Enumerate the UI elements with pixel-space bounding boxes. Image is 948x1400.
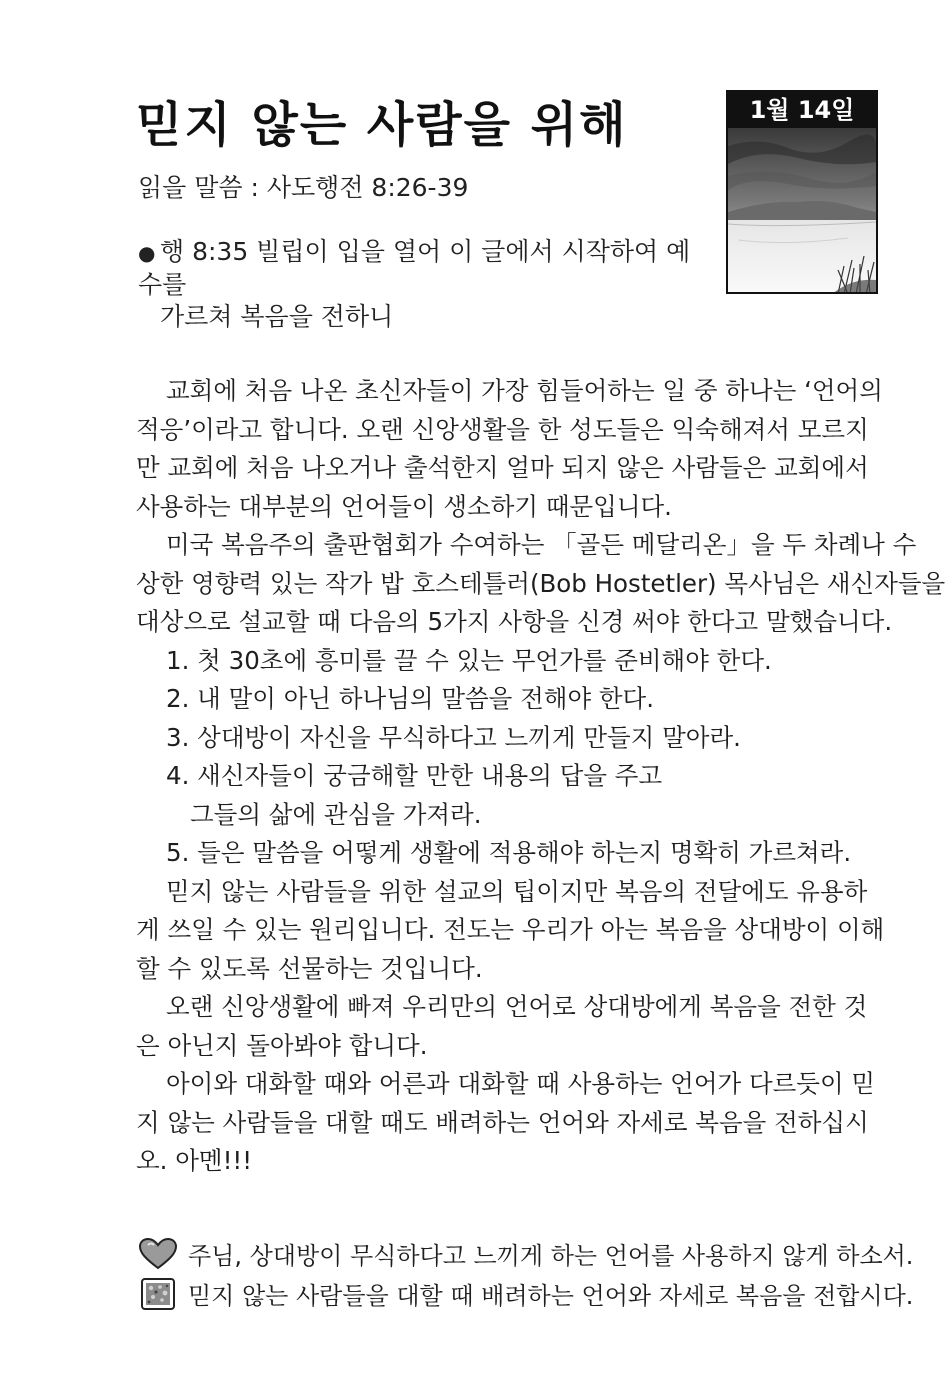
body-line: 오. 아멘!!! [136,1146,253,1175]
body-line: 아이와 대화할 때와 어른과 대화할 때 사용하는 언어가 다르듯이 믿 [166,1069,876,1098]
landscape-photo [728,128,876,294]
body-line: 교회에 처음 나온 초신자들이 가장 힘들어하는 일 중 하나는 ‘언어의 [166,376,883,405]
bullet-icon: ● [138,241,156,265]
body-line: 미국 복음주의 출판협회가 수여하는 「골든 메달리온」을 두 차례나 수 [166,530,917,559]
scripture-reading: 읽을 말씀 : 사도행전 8:26-39 [138,173,469,202]
body-line: 게 쓰일 수 있는 원리입니다. 전도는 우리가 아는 복음을 상대방이 이해 [136,915,885,944]
body-line: 대상으로 설교할 때 다음의 5가지 사항을 신경 써야 한다고 말했습니다. [136,607,893,636]
list-item: 3. 상대방이 자신을 무식하다고 느끼게 만들지 말아라. [166,722,741,752]
devotional-body [136,372,946,1181]
action-text: 믿지 않는 사람들을 대할 때 배려하는 언어와 자세로 복음을 전합시다. [188,1282,914,1310]
key-verse [138,236,708,333]
body-line: 믿지 않는 사람들을 위한 설교의 팁이지만 복음의 전달에도 유용하 [166,876,868,906]
date-label: 1월 14일 [728,92,876,128]
action-row [138,1276,913,1311]
key-verse-line-1: 행 8:35 빌립이 입을 열어 이 글에서 시작하여 예수를 [138,237,691,299]
date-box [726,90,878,294]
list-item: 4. 새신자들이 궁금해할 만한 내용의 답을 주고 [166,761,663,790]
body-line: 할 수 있도록 선물하는 것입니다. [136,953,483,983]
page-title: 믿지 않는 사람을 위해 [136,97,628,153]
body-line: 오랜 신앙생활에 빠져 우리만의 언어로 상대방에게 복음을 전한 것 [166,992,868,1021]
body-line: 은 아닌지 돌아봐야 합니다. [136,1030,428,1060]
list-item: 1. 첫 30초에 흥미를 끌 수 있는 무언가를 준비해야 한다. [166,645,772,675]
body-line: 적응’이라고 합니다. 오랜 신앙생활을 한 성도들은 익숙해져서 모르지 [136,414,869,444]
heart-icon [138,1237,178,1271]
list-item: 2. 내 말이 아닌 하나님의 말씀을 전해야 한다. [166,684,655,713]
prayer-text: 주님, 상대방이 무식하다고 느끼게 하는 언어를 사용하지 않게 하소서. [188,1242,914,1270]
list-item: 5. 들은 말씀을 어떻게 생활에 적용해야 하는지 명확히 가르쳐라. [166,838,852,867]
list-item-continuation: 그들의 삶에 관심을 가져라. [190,799,482,829]
puzzle-icon [138,1277,178,1311]
body-line: 지 않는 사람들을 대할 때도 배려하는 언어와 자세로 복음을 전하십시 [136,1107,869,1137]
body-line: 상한 영향력 있는 작가 밥 호스테틀러(Bob Hostetler) 목사님은 새신자들을 [136,568,946,598]
key-verse-line-2: 가르쳐 복음을 전하니 [160,302,394,331]
prayer-row [138,1236,913,1271]
body-line: 사용하는 대부분의 언어들이 생소하기 때문입니다. [136,491,672,521]
body-line: 만 교회에 처음 나오거나 출석한지 얼마 되지 않은 사람들은 교회에서 [136,453,869,482]
